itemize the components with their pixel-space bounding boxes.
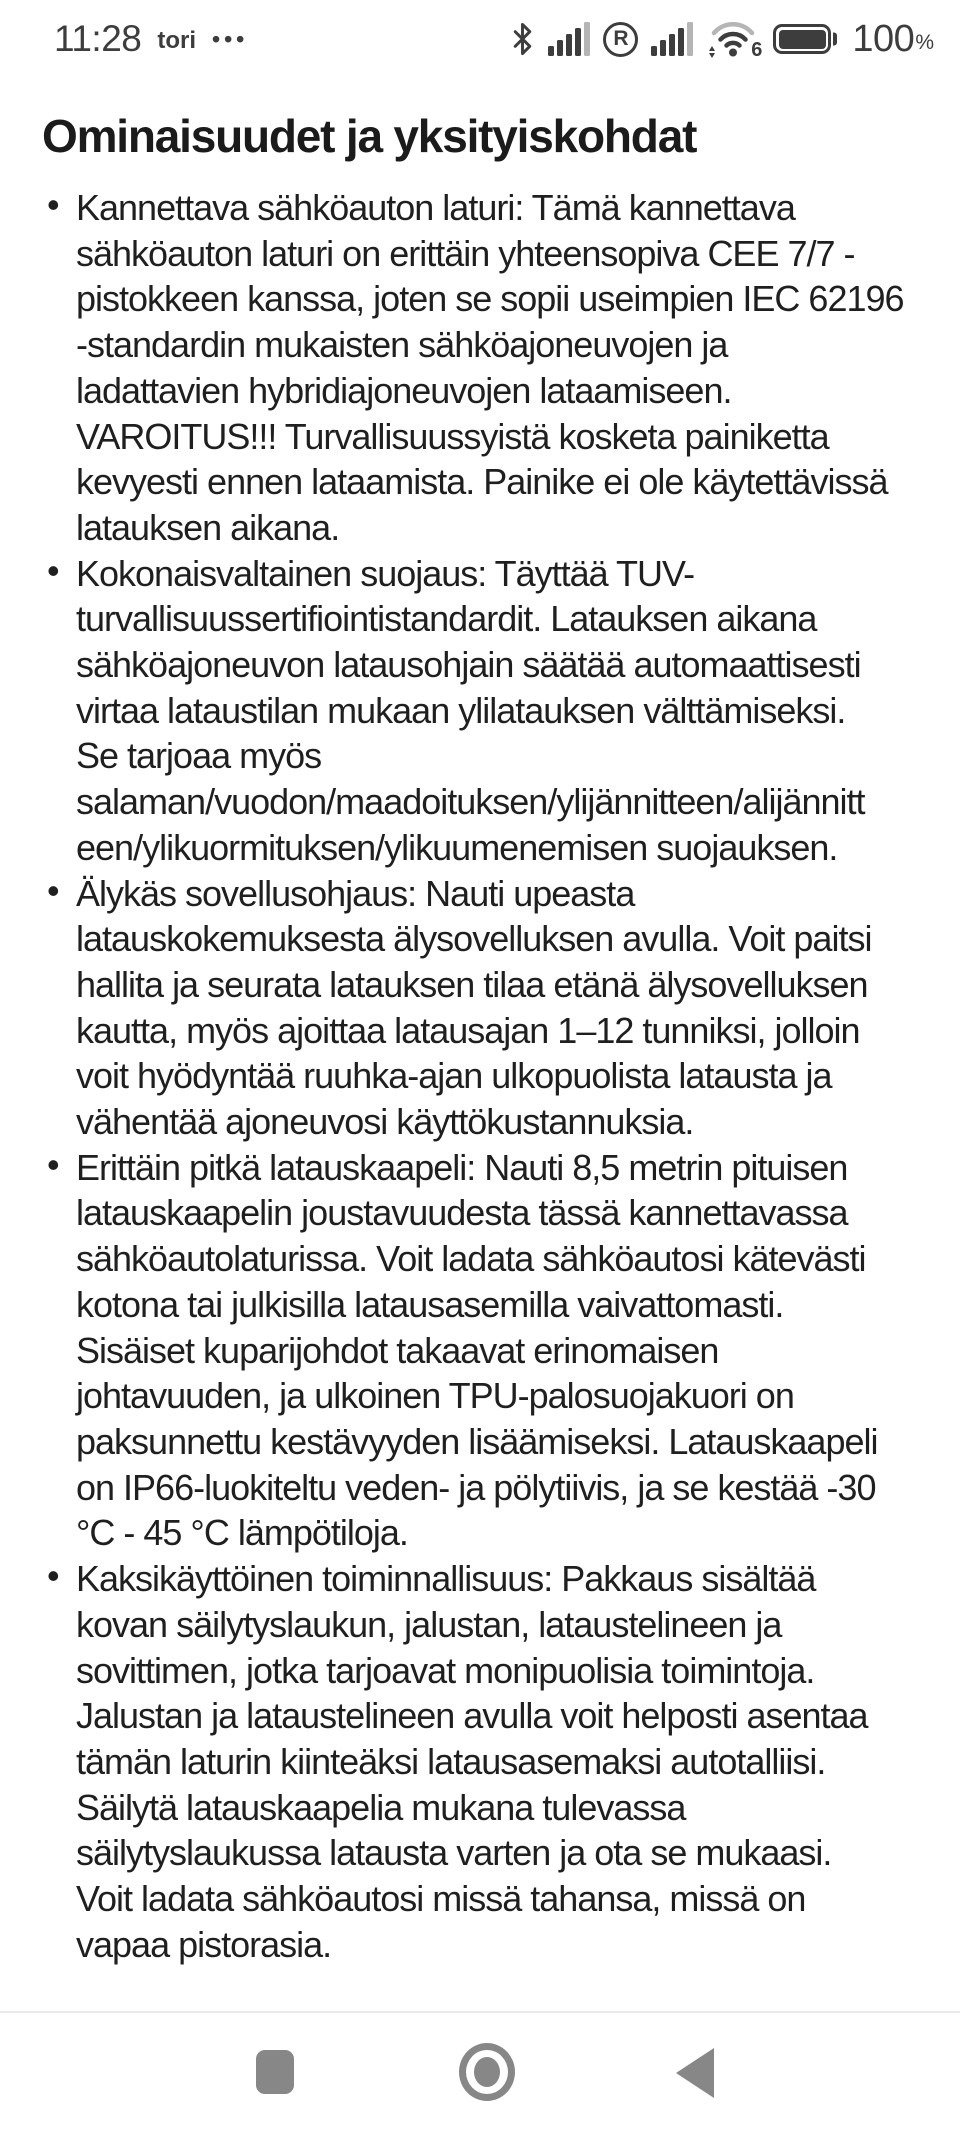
android-nav-bar [0,2011,960,2133]
bullet-icon: • [47,549,60,591]
signal-icon-2 [651,20,693,58]
text-line: Säilytä latauskaapelia mukana tulevassa [76,1786,686,1828]
text-line: een/ylikuormituksen/ylikuumenemisen suojauksen. [76,826,838,868]
text-line: kautta, myös ajoittaa latausajan 1–12 tunniksi, jolloin [76,1009,860,1051]
text-line: sähköauton laturi on erittäin yhteensopiva CEE 7/7 - [76,232,855,274]
text-line: latauksen aikana. [76,506,340,548]
bluetooth-icon [510,21,535,57]
text-line: Erittäin pitkä latauskaapeli: Nauti 8,5 metrin pituisen [76,1146,848,1188]
text-line: latauskokemuksesta älysovelluksen avulla. Voit paitsi [76,918,872,960]
bullet-icon: • [47,1143,60,1185]
text-line: Kokonaisvaltainen suojaus: Täyttää TUV- [76,552,695,594]
bullet-item [47,1555,960,1967]
feature-list [0,185,960,1967]
page-title: Ominaisuudet ja yksityiskohdat [42,109,697,162]
text-line: VAROITUS!!! Turvallisuussyistä kosketa painiketta [76,415,829,457]
battery-icon [773,24,831,54]
notification-dots-icon: ••• [212,25,249,52]
text-line: paksunnettu kestävyyden lisäämiseksi. Latauskaapeli [76,1420,878,1462]
text-line: vapaa pistorasia. [76,1923,332,1965]
text-line: säilytyslaukussa latausta varten ja ota se mukaasi. [76,1832,832,1874]
wifi-standard-label: 6 [751,39,763,61]
battery-percent [852,18,934,61]
text-line: Sisäiset kuparijohdot takaavat erinomaisen [76,1329,719,1371]
text-line: kevyesti ennen lataamista. Painike ei ole käytettävissä [76,461,888,503]
text-line: sähköajoneuvon latausohjain säätää automaattisesti [76,644,861,686]
text-line: Se tarjoaa myös [76,735,322,777]
text-line: virtaa lataustilan mukaan ylilatauksen välttämiseksi. [76,689,846,731]
status-bar [0,10,960,68]
roaming-icon: R [603,22,638,57]
bullet-icon: • [47,184,60,225]
clock: 11:28 [54,18,142,59]
bullet-item [47,549,960,871]
text-line: hallita ja seurata latauksen tilaa etänä älysovelluksen [76,963,868,1005]
text-line: sovittimen, jotka tarjoavat monipuolisia toimintoja. [76,1649,815,1691]
text-line: latauskaapelin joustavuudesta tässä kannettavassa [76,1192,848,1234]
home-icon [459,2043,515,2101]
bullet-item [47,869,960,1145]
text-line: Kaksikäyttöinen toiminnallisuus: Pakkaus sisältää [76,1558,816,1600]
bullet-item [47,184,960,551]
recents-button[interactable] [256,2050,294,2094]
text-line: salaman/vuodon/maadoituksen/ylijännitteen/alijännitt [76,781,865,823]
text-line: Jalustan ja lataustelineen avulla voit helposti asentaa [76,1695,868,1737]
carrier-label: tori [157,26,197,54]
text-line: turvallisuussertifiointistandardit. Latauksen aikana [76,598,817,640]
text-line: sähköautolaturissa. Voit ladata sähköautosi kätevästi [76,1238,866,1280]
text-line: on IP66-luokiteltu veden- ja pölytiivis, ja se kestää -30 [76,1466,876,1508]
recents-icon [256,2050,294,2094]
text-line: Voit ladata sähköautosi missä tahansa, missä on [76,1878,806,1920]
percent-sign: % [915,30,934,54]
text-line: kovan säilytyslaukun, jalustan, lataustelineen ja [76,1603,782,1645]
text-line: vähentää ajoneuvosi käyttökustannuksia. [76,1101,694,1143]
text-line: voit hyödyntää ruuhka-ajan ulkopuolista latausta ja [76,1055,832,1097]
bullet-icon: • [47,869,60,911]
text-line: Kannettava sähköauton laturi: Tämä kannettava [76,187,795,228]
text-line: -standardin mukaisten sähköajoneuvojen ja [76,324,728,366]
product-description [0,185,960,1967]
text-line: ladattavien hybridiajoneuvojen lataamiseen. [76,369,732,411]
text-line: °C - 45 °C lämpötiloja. [76,1512,408,1554]
text-line: johtavuuden, ja ulkoinen TPU-palosuojakuori on [76,1375,794,1417]
back-icon [676,2048,714,2098]
text-line: pistokkeen kanssa, joten se sopii useimpien IEC 62196 [76,278,904,320]
bullet-icon: • [47,1555,60,1597]
back-button[interactable] [676,2048,714,2098]
text-line: Älykäs sovellusohjaus: Nauti upeasta [76,872,635,914]
bullet-item [47,1143,960,1556]
text-line: kotona tai julkisilla latausasemilla vaivattomasti. [76,1283,784,1325]
battery-percent-value: 100 [852,17,915,60]
text-line: tämän laturin kiinteäksi latausasemaksi autotalliisi. [76,1740,826,1782]
signal-icon [548,20,590,58]
status-left [54,18,248,60]
status-right [510,18,934,61]
wifi-6-icon [706,19,763,61]
home-button[interactable] [459,2043,515,2101]
